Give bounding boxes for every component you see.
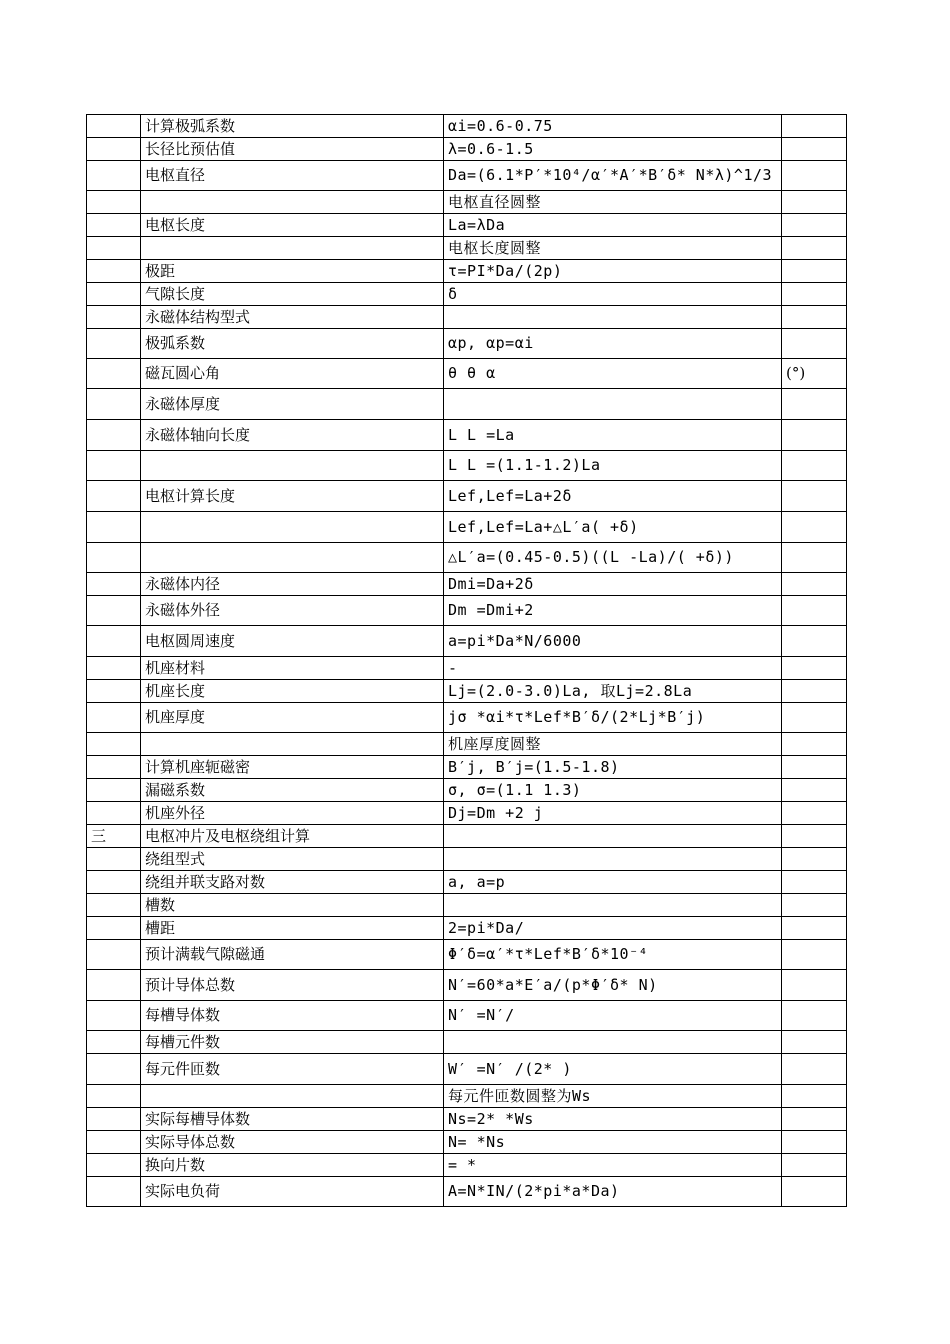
section-cell — [87, 848, 141, 871]
table-row — [87, 306, 847, 329]
formula-cell: = * — [444, 1154, 782, 1177]
table-row — [87, 1177, 847, 1207]
item-name-cell: 极距 — [141, 260, 444, 283]
item-name-cell: 电枢圆周速度 — [141, 626, 444, 657]
unit-cell — [782, 596, 847, 626]
unit-cell — [782, 917, 847, 940]
item-name-cell: 电枢长度 — [141, 214, 444, 237]
table-row — [87, 970, 847, 1001]
unit-cell — [782, 1131, 847, 1154]
item-name-cell: 预计满载气隙磁通 — [141, 940, 444, 970]
section-cell — [87, 657, 141, 680]
item-name-cell: 漏磁系数 — [141, 779, 444, 802]
formula-cell: Da=(6.1*P′*10⁴/α′*A′*B′δ* N*λ)^1/3 — [444, 161, 782, 191]
unit-cell — [782, 657, 847, 680]
section-cell — [87, 451, 141, 481]
section-cell — [87, 802, 141, 825]
formula-cell — [444, 848, 782, 871]
table-row — [87, 237, 847, 260]
unit-cell — [782, 733, 847, 756]
formula-cell: Dm =Dmi+2 — [444, 596, 782, 626]
unit-cell — [782, 389, 847, 420]
unit-cell — [782, 306, 847, 329]
unit-cell — [782, 779, 847, 802]
formula-cell: λ=0.6-1.5 — [444, 138, 782, 161]
item-name-cell — [141, 733, 444, 756]
unit-cell — [782, 161, 847, 191]
unit-cell — [782, 1154, 847, 1177]
table-row — [87, 1154, 847, 1177]
unit-cell — [782, 894, 847, 917]
formula-cell — [444, 1031, 782, 1054]
section-cell — [87, 871, 141, 894]
unit-cell — [782, 1031, 847, 1054]
formula-cell: 每元件匝数圆整为Ws — [444, 1085, 782, 1108]
table-row — [87, 626, 847, 657]
section-cell — [87, 214, 141, 237]
section-cell — [87, 359, 141, 389]
item-name-cell: 绕组并联支路对数 — [141, 871, 444, 894]
formula-cell: τ=PI*Da/(2p) — [444, 260, 782, 283]
formula-cell: Ns=2* *Ws — [444, 1108, 782, 1131]
item-name-cell: 电枢计算长度 — [141, 481, 444, 512]
table-row — [87, 779, 847, 802]
section-cell — [87, 940, 141, 970]
table-row — [87, 359, 847, 389]
unit-cell — [782, 1001, 847, 1031]
unit-cell — [782, 756, 847, 779]
table-row — [87, 451, 847, 481]
table-row — [87, 1108, 847, 1131]
section-cell — [87, 481, 141, 512]
table-row — [87, 940, 847, 970]
formula-cell: Lef,Lef=La+△L′a( +δ) — [444, 512, 782, 543]
table-row — [87, 214, 847, 237]
unit-cell — [782, 191, 847, 214]
section-cell — [87, 260, 141, 283]
formula-cell: Dj=Dm +2 j — [444, 802, 782, 825]
unit-cell — [782, 260, 847, 283]
table-row — [87, 481, 847, 512]
unit-cell — [782, 1108, 847, 1131]
table-row — [87, 1054, 847, 1085]
unit-cell — [782, 626, 847, 657]
unit-cell: (°) — [782, 359, 847, 389]
formula-cell: 电枢直径圆整 — [444, 191, 782, 214]
item-name-cell: 实际电负荷 — [141, 1177, 444, 1207]
section-cell: 三 — [87, 825, 141, 848]
item-name-cell: 气隙长度 — [141, 283, 444, 306]
table-row — [87, 1085, 847, 1108]
table-row — [87, 115, 847, 138]
table-row — [87, 733, 847, 756]
formula-cell: a, a=p — [444, 871, 782, 894]
table-row — [87, 703, 847, 733]
table-row — [87, 756, 847, 779]
section-cell — [87, 680, 141, 703]
section-cell — [87, 543, 141, 573]
item-name-cell: 机座材料 — [141, 657, 444, 680]
item-name-cell: 电枢直径 — [141, 161, 444, 191]
item-name-cell: 永磁体内径 — [141, 573, 444, 596]
item-name-cell: 磁瓦圆心角 — [141, 359, 444, 389]
item-name-cell: 每槽导体数 — [141, 1001, 444, 1031]
table-row — [87, 161, 847, 191]
unit-cell — [782, 543, 847, 573]
formula-cell: La=λDa — [444, 214, 782, 237]
unit-cell — [782, 237, 847, 260]
section-cell — [87, 389, 141, 420]
table-row — [87, 871, 847, 894]
formula-cell: a=pi*Da*N/6000 — [444, 626, 782, 657]
unit-cell — [782, 1085, 847, 1108]
table-row — [87, 1001, 847, 1031]
unit-cell — [782, 825, 847, 848]
section-cell — [87, 1177, 141, 1207]
formula-cell: N′ =N′/ — [444, 1001, 782, 1031]
item-name-cell: 计算机座轭磁密 — [141, 756, 444, 779]
item-name-cell: 换向片数 — [141, 1154, 444, 1177]
parameter-table — [86, 114, 847, 1207]
section-cell — [87, 115, 141, 138]
unit-cell — [782, 481, 847, 512]
formula-cell: N= *Ns — [444, 1131, 782, 1154]
item-name-cell: 槽数 — [141, 894, 444, 917]
formula-cell: B′j, B′j=(1.5-1.8) — [444, 756, 782, 779]
item-name-cell — [141, 191, 444, 214]
table-row — [87, 825, 847, 848]
formula-cell: Lef,Lef=La+2δ — [444, 481, 782, 512]
item-name-cell: 永磁体结构型式 — [141, 306, 444, 329]
unit-cell — [782, 512, 847, 543]
formula-cell — [444, 389, 782, 420]
formula-cell — [444, 306, 782, 329]
table-row — [87, 543, 847, 573]
formula-cell: 2=pi*Da/ — [444, 917, 782, 940]
formula-cell: θ θ α — [444, 359, 782, 389]
unit-cell — [782, 451, 847, 481]
item-name-cell: 绕组型式 — [141, 848, 444, 871]
section-cell — [87, 626, 141, 657]
table-row — [87, 420, 847, 451]
formula-cell: Lj=(2.0-3.0)La, 取Lj=2.8La — [444, 680, 782, 703]
section-cell — [87, 420, 141, 451]
table-row — [87, 283, 847, 306]
unit-cell — [782, 680, 847, 703]
section-cell — [87, 329, 141, 359]
item-name-cell — [141, 237, 444, 260]
formula-cell: 电枢长度圆整 — [444, 237, 782, 260]
formula-cell: δ — [444, 283, 782, 306]
section-cell — [87, 1108, 141, 1131]
unit-cell — [782, 420, 847, 451]
formula-cell: L L =(1.1-1.2)La — [444, 451, 782, 481]
item-name-cell: 槽距 — [141, 917, 444, 940]
item-name-cell: 永磁体厚度 — [141, 389, 444, 420]
unit-cell — [782, 1054, 847, 1085]
table-row — [87, 138, 847, 161]
formula-cell: △L′a=(0.45-0.5)((L -La)/( +δ)) — [444, 543, 782, 573]
item-name-cell: 预计导体总数 — [141, 970, 444, 1001]
table-row — [87, 596, 847, 626]
item-name-cell: 机座外径 — [141, 802, 444, 825]
formula-cell: αi=0.6-0.75 — [444, 115, 782, 138]
section-cell — [87, 573, 141, 596]
section-cell — [87, 191, 141, 214]
unit-cell — [782, 573, 847, 596]
formula-cell — [444, 894, 782, 917]
section-cell — [87, 703, 141, 733]
formula-cell: Dmi=Da+2δ — [444, 573, 782, 596]
formula-cell: Φ′δ=α′*τ*Lef*B′δ*10⁻⁴ — [444, 940, 782, 970]
table-body — [87, 115, 847, 1207]
item-name-cell — [141, 1085, 444, 1108]
section-cell — [87, 138, 141, 161]
item-name-cell: 电枢冲片及电枢绕组计算 — [141, 825, 444, 848]
formula-cell: A=N*IN/(2*pi*a*Da) — [444, 1177, 782, 1207]
item-name-cell: 机座长度 — [141, 680, 444, 703]
item-name-cell: 永磁体外径 — [141, 596, 444, 626]
section-cell — [87, 1085, 141, 1108]
item-name-cell: 机座厚度 — [141, 703, 444, 733]
unit-cell — [782, 970, 847, 1001]
table-row — [87, 848, 847, 871]
table-row — [87, 329, 847, 359]
section-cell — [87, 596, 141, 626]
section-cell — [87, 1154, 141, 1177]
section-cell — [87, 237, 141, 260]
table-row — [87, 802, 847, 825]
table-row — [87, 512, 847, 543]
unit-cell — [782, 1177, 847, 1207]
section-cell — [87, 970, 141, 1001]
section-cell — [87, 756, 141, 779]
unit-cell — [782, 115, 847, 138]
item-name-cell — [141, 512, 444, 543]
item-name-cell: 每元件匝数 — [141, 1054, 444, 1085]
item-name-cell: 永磁体轴向长度 — [141, 420, 444, 451]
unit-cell — [782, 138, 847, 161]
section-cell — [87, 512, 141, 543]
item-name-cell: 每槽元件数 — [141, 1031, 444, 1054]
formula-cell: - — [444, 657, 782, 680]
unit-cell — [782, 940, 847, 970]
table-row — [87, 191, 847, 214]
section-cell — [87, 894, 141, 917]
section-cell — [87, 161, 141, 191]
table-row — [87, 260, 847, 283]
formula-cell: 机座厚度圆整 — [444, 733, 782, 756]
item-name-cell: 实际每槽导体数 — [141, 1108, 444, 1131]
table-row — [87, 573, 847, 596]
unit-cell — [782, 871, 847, 894]
formula-cell: jσ *αi*τ*Lef*B′δ/(2*Lj*B′j) — [444, 703, 782, 733]
section-cell — [87, 1031, 141, 1054]
item-name-cell — [141, 543, 444, 573]
table-row — [87, 389, 847, 420]
table-row — [87, 917, 847, 940]
unit-cell — [782, 329, 847, 359]
item-name-cell: 计算极弧系数 — [141, 115, 444, 138]
formula-cell: αp, αp=αi — [444, 329, 782, 359]
unit-cell — [782, 802, 847, 825]
section-cell — [87, 779, 141, 802]
unit-cell — [782, 214, 847, 237]
table-row — [87, 1031, 847, 1054]
section-cell — [87, 1054, 141, 1085]
section-cell — [87, 1131, 141, 1154]
unit-cell — [782, 703, 847, 733]
item-name-cell — [141, 451, 444, 481]
section-cell — [87, 733, 141, 756]
formula-cell — [444, 825, 782, 848]
item-name-cell: 极弧系数 — [141, 329, 444, 359]
formula-cell: σ, σ=(1.1 1.3) — [444, 779, 782, 802]
section-cell — [87, 306, 141, 329]
unit-cell — [782, 283, 847, 306]
section-cell — [87, 917, 141, 940]
item-name-cell: 实际导体总数 — [141, 1131, 444, 1154]
item-name-cell: 长径比预估值 — [141, 138, 444, 161]
formula-cell: W′ =N′ /(2* ) — [444, 1054, 782, 1085]
section-cell — [87, 1001, 141, 1031]
formula-cell: N′=60*a*E′a/(p*Φ′δ* N) — [444, 970, 782, 1001]
formula-cell: L L =La — [444, 420, 782, 451]
table-row — [87, 894, 847, 917]
table-row — [87, 657, 847, 680]
section-cell — [87, 283, 141, 306]
unit-cell — [782, 848, 847, 871]
table-row — [87, 1131, 847, 1154]
table-row — [87, 680, 847, 703]
